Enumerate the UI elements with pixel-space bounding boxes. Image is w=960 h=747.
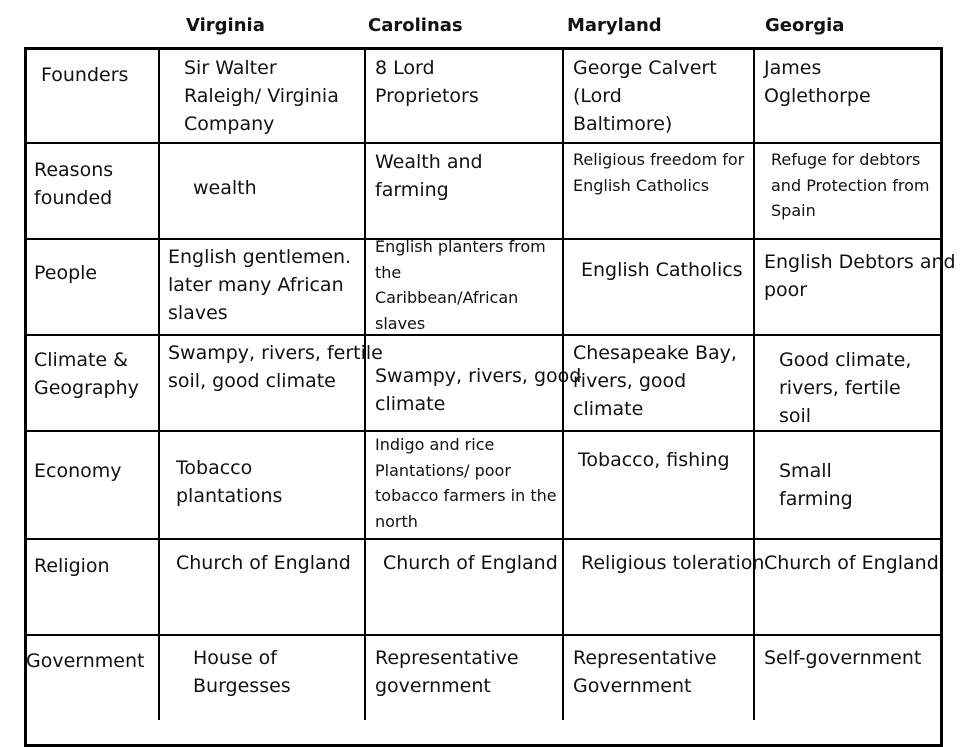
cell-maryland-economy: Tobacco, fishing <box>578 449 730 471</box>
cell-carolinas-climate: Swampy, rivers, good climate <box>375 365 582 415</box>
column-divider <box>753 47 755 720</box>
cell-carolinas-founders: 8 Lord Proprietors <box>375 57 479 107</box>
cell-virginia-people: English gentlemen. later many African slaves <box>168 246 352 324</box>
row-label-government: Government <box>26 650 145 672</box>
row-label-reasons-founded: Reasons founded <box>34 159 114 209</box>
column-header-virginia: Virginia <box>186 15 265 36</box>
cell-virginia-founders: Sir Walter Raleigh/ Virginia Company <box>184 57 339 135</box>
cell-virginia-reasons: wealth <box>193 177 257 199</box>
cell-virginia-climate: Swampy, rivers, fertile soil, good climate <box>168 342 383 392</box>
cell-maryland-religion: Religious toleration <box>581 552 765 574</box>
cell-georgia-reasons: Refuge for debtors and Protection from Spain <box>771 150 930 220</box>
cell-georgia-economy: Small farming <box>779 460 853 510</box>
cell-maryland-founders: George Calvert (Lord Baltimore) <box>573 57 717 135</box>
cell-virginia-government: House of Burgesses <box>193 647 291 697</box>
cell-georgia-people: English Debtors and poor <box>764 251 956 301</box>
cell-maryland-government: Representative Government <box>573 647 717 697</box>
cell-maryland-reasons: Religious freedom for English Catholics <box>573 150 745 195</box>
row-label-economy: Economy <box>34 460 122 482</box>
cell-virginia-religion: Church of England <box>176 552 351 574</box>
cell-virginia-economy: Tobacco plantations <box>176 457 283 507</box>
cell-georgia-religion: Church of England <box>764 552 939 574</box>
row-divider <box>24 538 943 540</box>
cell-carolinas-people: English planters from the Caribbean/African slaves <box>375 237 546 333</box>
column-header-carolinas: Carolinas <box>368 15 463 36</box>
row-divider <box>24 634 943 636</box>
cell-carolinas-reasons: Wealth and farming <box>375 151 483 201</box>
column-header-maryland: Maryland <box>567 15 662 36</box>
column-divider <box>158 47 160 720</box>
row-label-founders: Founders <box>41 64 129 86</box>
column-header-georgia: Georgia <box>765 15 845 36</box>
cell-georgia-government: Self-government <box>764 647 922 669</box>
cell-georgia-founders: James Oglethorpe <box>764 57 871 107</box>
row-divider <box>24 142 943 144</box>
row-label-people: People <box>34 262 98 284</box>
cell-maryland-climate: Chesapeake Bay, rivers, good climate <box>573 342 737 420</box>
row-label-religion: Religion <box>34 555 110 577</box>
row-label-climate-geography: Climate & Geography <box>34 349 139 399</box>
cell-maryland-people: English Catholics <box>581 259 743 281</box>
cell-georgia-climate: Good climate, rivers, fertile soil <box>779 349 912 427</box>
cell-carolinas-economy: Indigo and rice Plantations/ poor tobacco farmers in the north <box>375 435 557 531</box>
cell-carolinas-religion: Church of England <box>383 552 558 574</box>
cell-carolinas-government: Representative government <box>375 647 519 697</box>
